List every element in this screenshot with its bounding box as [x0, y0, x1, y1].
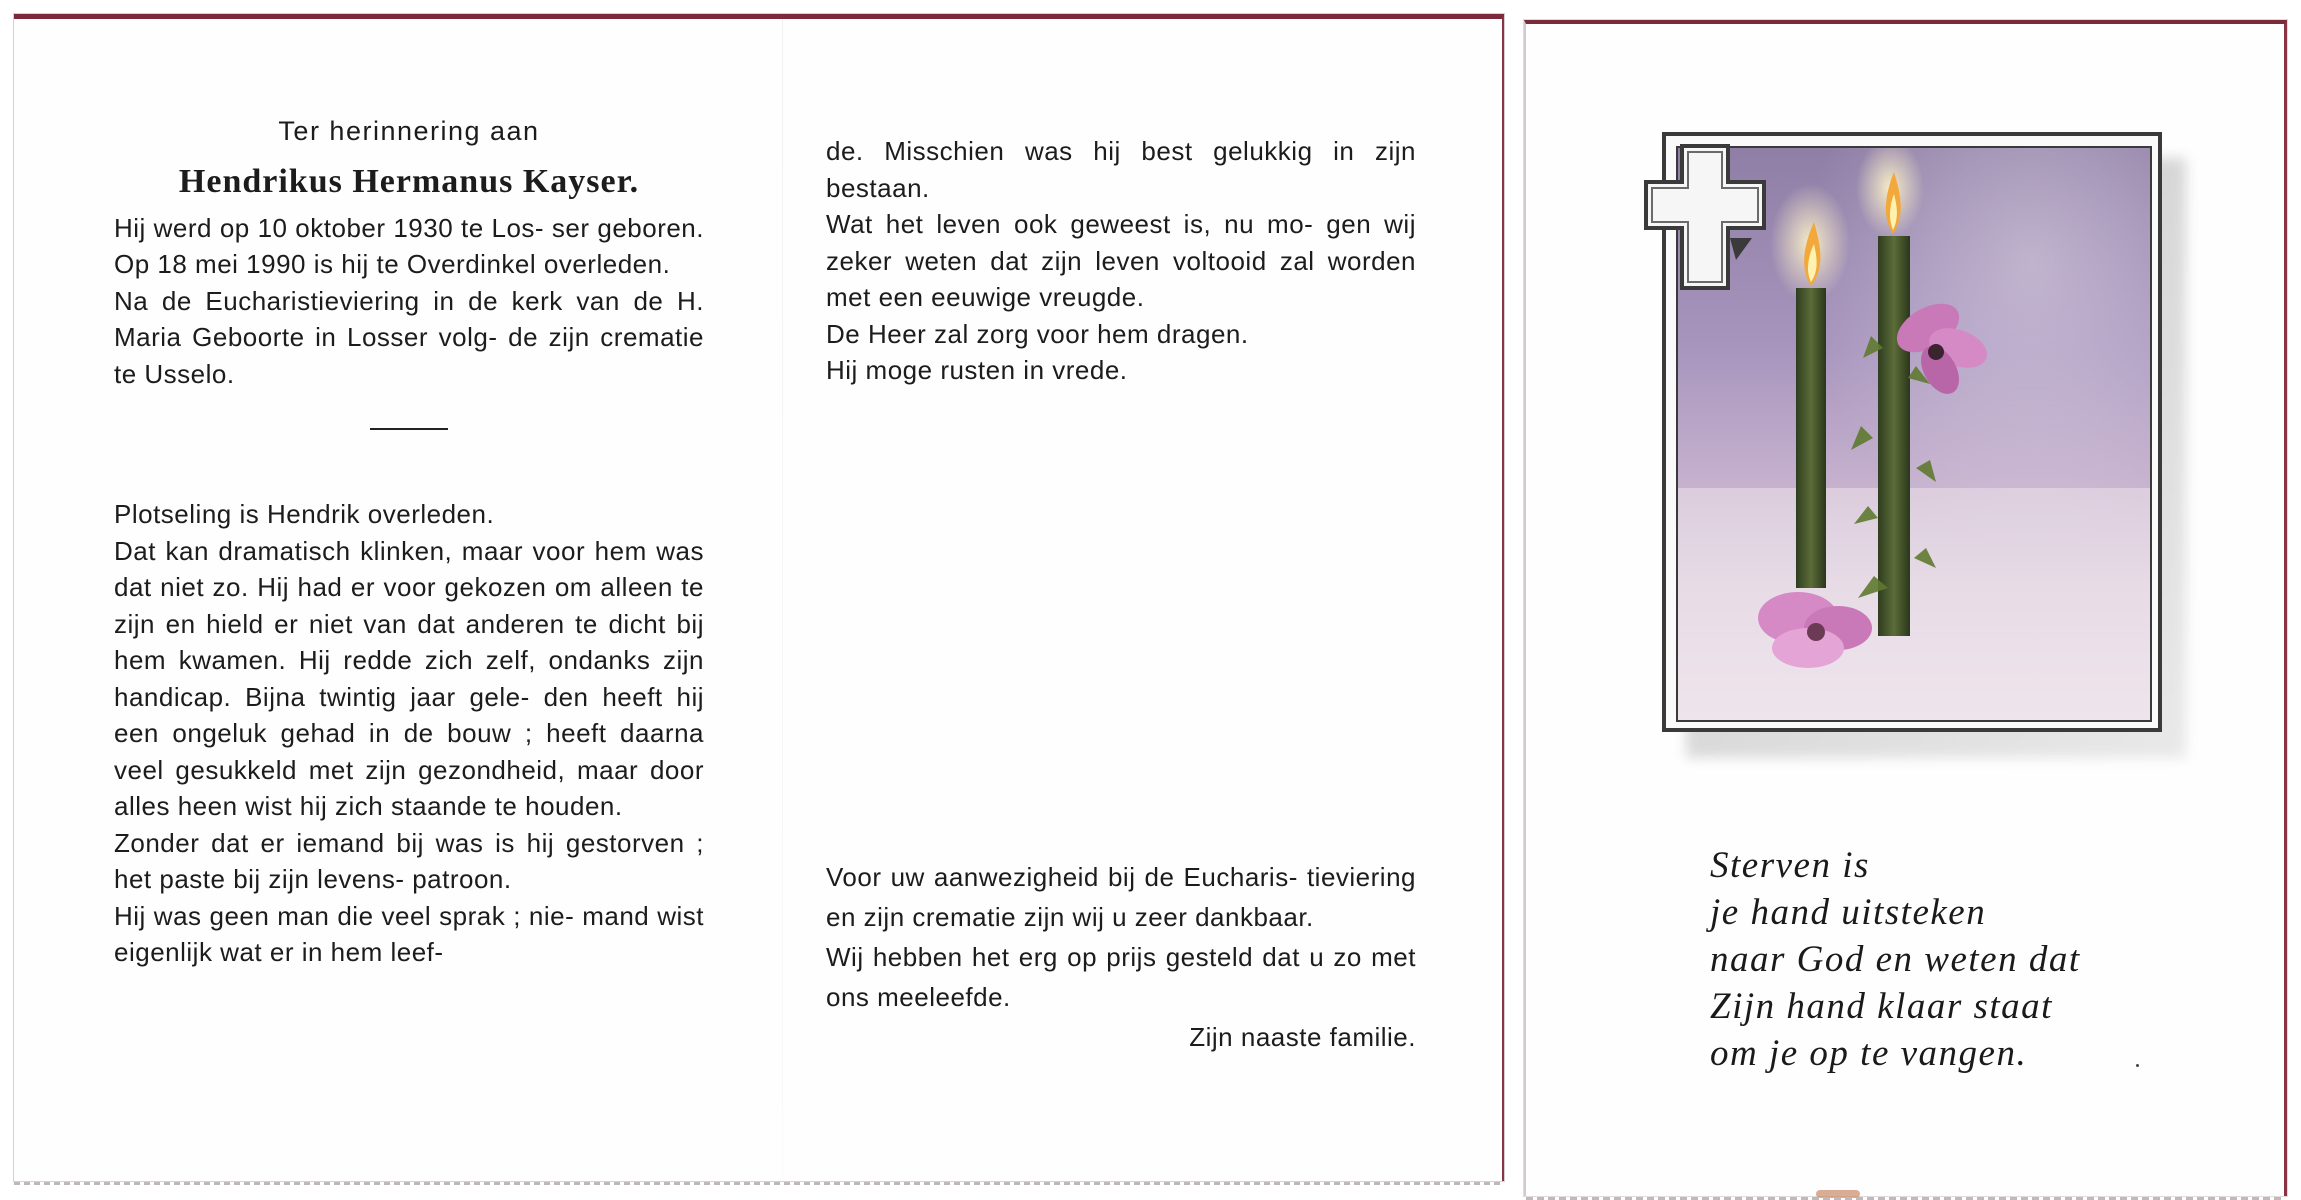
story-paragraph: Hij was geen man die veel sprak ; nie- mand wist eigenlijk wat er in hem leef-: [114, 900, 704, 967]
card-fold: [782, 19, 783, 1181]
verse-line: Zijn hand klaar staat: [1710, 986, 2053, 1027]
verse-line: je hand uitsteken: [1710, 892, 1987, 933]
right-column: [826, 133, 1416, 389]
photo-frame: [1662, 132, 2162, 732]
remembrance-heading: Ter herinnering aan: [278, 116, 540, 146]
deceased-name: Hendrikus Hermanus Kayser.: [178, 162, 640, 200]
verse-line: Sterven is: [1710, 845, 1870, 886]
separator-line: [370, 428, 448, 430]
thanks-paragraph: Voor uw aanwezigheid bij de Eucharis- tieviering en zijn crematie zijn wij u zeer dankbaar.: [826, 862, 1416, 932]
paper-mark: [1816, 1190, 1860, 1198]
thanks-block: [826, 857, 1416, 1057]
continued-paragraph: Hij moge rusten in vrede.: [826, 355, 1128, 385]
continued-paragraph: de. Misschien was hij best gelukkig in zijn bestaan.: [826, 136, 1416, 203]
family-signoff: Zijn naaste familie.: [1189, 1022, 1416, 1052]
verse-line: naar God en weten dat: [1710, 939, 2081, 980]
thanks-paragraph: Wij hebben het erg op prijs gesteld dat u zo met ons meeleefde.: [826, 942, 1416, 1012]
candle-left: [1796, 288, 1826, 588]
cross-icon: [1642, 142, 1792, 292]
memorial-card-front: [1524, 20, 2287, 1196]
memorial-card-inner-spread: [14, 14, 1504, 1181]
left-column: [114, 113, 704, 971]
candle-right: [1878, 236, 1910, 636]
ink-dot: [2136, 1064, 2139, 1067]
bio-paragraph: Na de Eucharistieviering in de kerk van de H. Maria Geboorte in Losser volg- de zijn crematie te Usselo.: [114, 285, 704, 389]
table-surface: [1678, 488, 2150, 720]
continued-paragraph: Wat het leven ook geweest is, nu mo- gen wij zeker weten dat zijn leven voltooid zal worden met een eeuwige vreugde.: [826, 209, 1416, 312]
bio-paragraph: Hij werd op 10 oktober 1930 te Los- ser geboren. Op 18 mei 1990 is hij te Overdinkel overleden.: [114, 212, 704, 279]
verse-line: om je op te vangen.: [1710, 1033, 2028, 1074]
story-paragraph: Plotseling is Hendrik overleden.: [114, 499, 495, 529]
story-paragraph: Dat kan dramatisch klinken, maar voor hem was dat niet zo. Hij had er voor gekozen om alleen te zijn en hield er niet van dat anderen te dicht bij hem kwamen. Hij redde zich zelf, ondanks zijn handicap. Bijna twintig jaar gele- den heeft hij een ongeluk gehad in de bouw ; heeft daarna veel gesukkeld met zijn gezondheid, maar door alles heen wist hij zich staande te houden.: [114, 535, 704, 821]
verse-block: [1710, 842, 2081, 1077]
story-paragraph: Zonder dat er iemand bij was is hij gestorven ; het paste bij zijn levens- patroon.: [114, 827, 704, 894]
continued-paragraph: De Heer zal zorg voor hem dragen.: [826, 318, 1249, 349]
